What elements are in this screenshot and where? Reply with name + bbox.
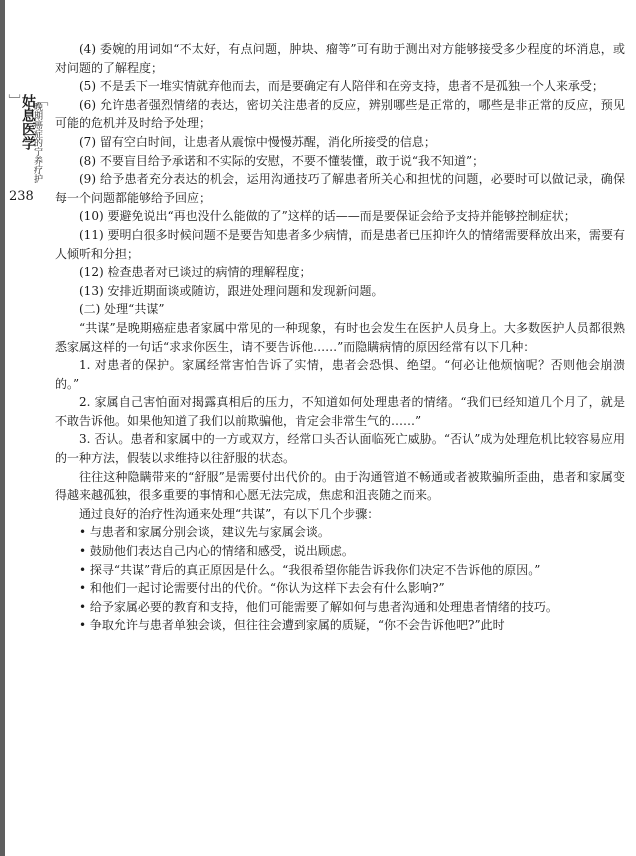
book-title-close-bracket: ］ (7, 94, 21, 106)
step-item: • 和他们一起讨论需要付出的代价。“你认为这样下去会有什么影响?” (79, 581, 445, 596)
page-number: 238 (9, 189, 34, 204)
list-item: (6) 允许患者强烈情绪的表达，密切关注患者的反应，辨别哪些是正常的，哪些是非正常的反应，预见可能的危机并及时给予处理； (55, 97, 625, 131)
step-item: • 给予家属必要的教育和支持，他们可能需要了解如何与患者沟通和处理患者情绪的技巧。 (79, 599, 558, 614)
list-item: (7) 留有空白时间，让患者从震惊中慢慢苏醒，消化所接受的信息； (79, 134, 436, 149)
list-item: (5) 不是丢下一堆实情就弃他而去，而是要确定有人陪伴和在旁支持，患者不是孤独一个人来承受； (79, 79, 604, 94)
reason-item: 1. 对患者的保护。家属经常害怕告诉了实情，患者会恐惧、绝望。“何必让他烦恼呢？否则他会崩溃的。” (55, 358, 625, 391)
list-item: (12) 检查患者对已谈过的病情的理解程度； (79, 265, 312, 280)
price-paragraph: 往往这种隐瞒带来的“舒服”是需要付出代价的。由于沟通管道不畅通或者被欺骗所歪曲，患者和家属变得越来越孤独，很多重要的事情和心愿无法完成，焦虑和沮丧随之而来。 (55, 469, 625, 503)
step-item: • 争取允许与患者单独会谈，但往往会遭到家属的质疑，“你不会告诉他吧?”此时 (79, 618, 505, 633)
book-title (8, 94, 48, 150)
steps-intro: 通过良好的治疗性沟通来处理“共谋”，有以下几个步骤： (79, 506, 380, 521)
intro-paragraph: “共谋”是晚期癌症患者家属中常见的一种现象，有时也会发生在医护人员身上。大多数医护人员都很熟悉家属这样的一句话“求求你医生，请不要告诉他……”而隐瞒病情的原因经常有以下几种： (55, 320, 625, 354)
reason-item: 3. 否认。患者和家属中的一方或双方，经常口头否认面临死亡威胁。“否认”成为处理危机比较容易应用的一种方法，假装以求维持以往舒服的状态。 (55, 432, 625, 466)
list-item: (8) 不要盲目给予承诺和不实际的安慰，不要不懂装懂，敢于说“我不知道”； (79, 153, 485, 168)
book-subtitle: 晚期癌症的宁养疗护 (32, 102, 42, 183)
scan-edge-shadow (0, 0, 5, 856)
list-item: (11) 要明白很多时候问题不是要告知患者多少病情，而是患者已压抑许久的情绪需要释放出来，需要有人倾听和分担； (55, 227, 625, 261)
main-text (55, 40, 625, 635)
section-heading: (二) 处理“共谋” (79, 302, 165, 317)
list-item: (10) 要避免说出“再也没什么能做的了”这样的话——而是要保证会给予支持并能够控制症状； (79, 209, 576, 224)
book-title-text: 姑息医学 (20, 94, 36, 150)
step-item: • 与患者和家属分别会谈，建议先与家属会谈。 (79, 525, 330, 540)
list-item: (9) 给予患者充分表达的机会，运用沟通技巧了解患者所关心和担忧的问题，必要时可以做记录，确保每一个问题都能够给予回应； (55, 172, 625, 205)
reason-item: 2. 家属自己害怕面对揭露真相后的压力，不知道如何处理患者的情绪。“我们已经知道几个月了，就是不敢告诉他。如果他知道了我们以前欺骗他，肯定会非常生气的……” (55, 395, 625, 428)
step-item: • 鼓励他们表达自己内心的情绪和感受，说出顾虑。 (79, 544, 354, 559)
list-item: (13) 安排近期面谈或随访，跟进处理问题和发现新问题。 (79, 283, 384, 298)
list-item: (4) 委婉的用词如“不太好，有点问题，肿块、瘤等”可有助于测出对方能够接受多少程度的坏消息，或对问题的了解程度； (55, 42, 625, 75)
book-title-open-bracket: ［ (35, 94, 49, 106)
step-item: • 探寻“共谋”背后的真正原因是什么。“我很希望你能告诉我你们决定不告诉他的原因。” (79, 562, 541, 577)
